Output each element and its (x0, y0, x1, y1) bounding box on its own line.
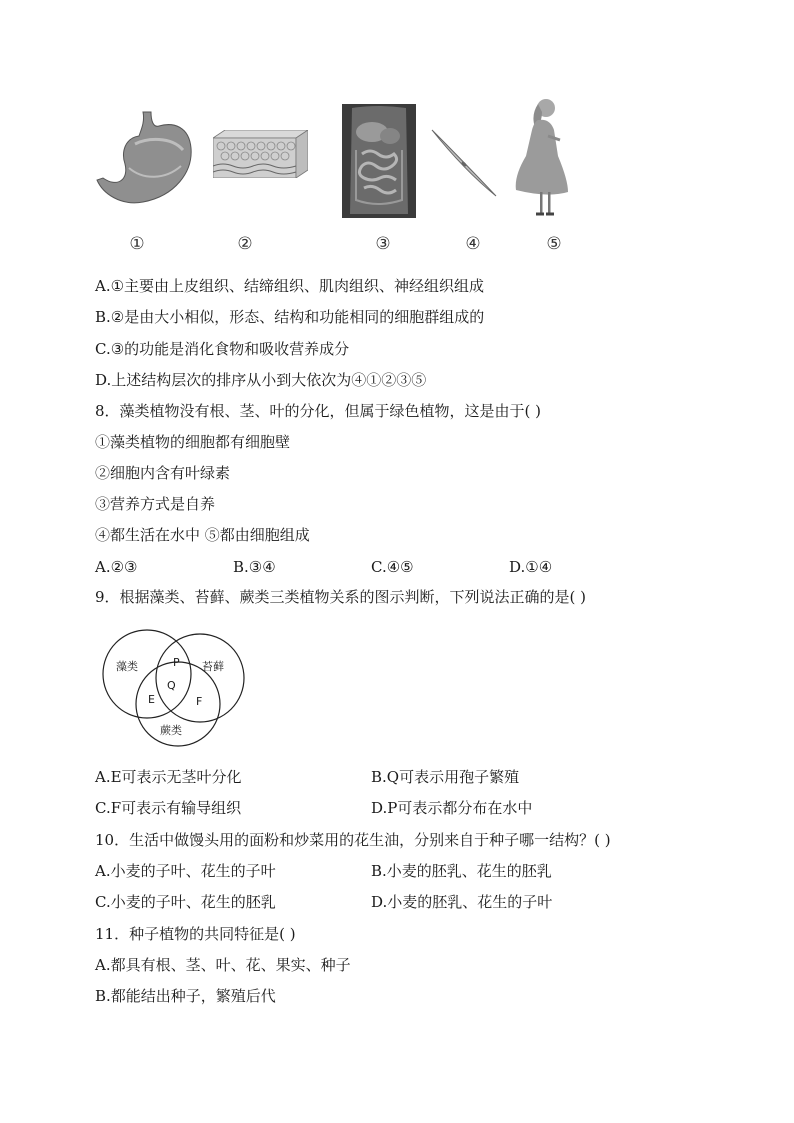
figure-label-2: ② (237, 234, 253, 254)
q9-option-a: A.E可表示无茎叶分化 (95, 768, 242, 786)
venn-circle-algae (103, 630, 191, 718)
venn-label-f: F (196, 695, 203, 708)
q8-item-4: ④都生活在水中 ⑤都由细胞组成 (95, 526, 310, 544)
venn-circle-moss (156, 634, 244, 722)
tissue-block-illustration (213, 130, 308, 178)
venn-label-p: P (173, 656, 180, 669)
digestive-system-illustration (342, 104, 416, 218)
figure-label-5: ⑤ (546, 234, 562, 254)
figure-label-3: ③ (375, 234, 391, 254)
q7-option-d: D.上述结构层次的排序从小到大依次为④①②③⑤ (95, 371, 427, 389)
q8-option-d: D.①④ (509, 558, 553, 576)
venn-label-fern: 蕨类 (160, 724, 182, 737)
q9-option-c: C.F可表示有输导组织 (95, 799, 242, 817)
q8-option-b: B.③④ (233, 558, 276, 576)
venn-label-q: Q (167, 679, 176, 692)
q10-option-b: B.小麦的胚乳、花生的胚乳 (371, 862, 552, 880)
q7-option-c: C.③的功能是消化食物和吸收营养成分 (95, 340, 350, 358)
q10-option-a: A.小麦的子叶、花生的子叶 (95, 862, 276, 880)
venn-label-e: E (148, 693, 155, 706)
person-illustration (508, 96, 576, 220)
q9-option-d: D.P可表示都分布在水中 (371, 799, 533, 817)
muscle-cell-illustration (430, 128, 498, 198)
q8-item-1: ①藻类植物的细胞都有细胞壁 (95, 433, 291, 451)
venn-diagram (100, 626, 252, 752)
q8-option-c: C.④⑤ (371, 558, 414, 576)
q9-option-b: B.Q可表示用孢子繁殖 (371, 768, 520, 786)
q7-option-b: B.②是由大小相似，形态、结构和功能相同的细胞群组成的 (95, 308, 485, 326)
stomach-illustration (95, 108, 195, 208)
figure-label-4: ④ (465, 234, 481, 254)
q8-item-3: ③营养方式是自养 (95, 495, 216, 513)
q9-stem: 9．根据藻类、苔藓、蕨类三类植物关系的图示判断，下列说法正确的是( ) (95, 588, 587, 606)
figure-label-1: ① (129, 234, 145, 254)
venn-label-algae: 藻类 (116, 660, 138, 673)
q10-stem: 10．生活中做馒头用的面粉和炒菜用的花生油，分别来自于种子哪一结构？( ) (95, 831, 611, 849)
q8-option-a: A.②③ (95, 558, 138, 576)
q11-option-a: A.都具有根、茎、叶、花、果实、种子 (95, 956, 351, 974)
q10-option-c: C.小麦的子叶、花生的胚乳 (95, 893, 276, 911)
q8-stem: 8．藻类植物没有根、茎、叶的分化，但属于绿色植物，这是由于( ) (95, 402, 542, 420)
q11-option-b: B.都能结出种子，繁殖后代 (95, 987, 276, 1005)
q11-stem: 11．种子植物的共同特征是( ) (95, 925, 296, 943)
q7-option-a: A.①主要由上皮组织、结缔组织、肌肉组织、神经组织组成 (95, 277, 485, 295)
q10-option-d: D.小麦的胚乳、花生的子叶 (371, 893, 553, 911)
venn-label-moss: 苔藓 (202, 660, 224, 673)
q8-item-2: ②细胞内含有叶绿素 (95, 464, 231, 482)
